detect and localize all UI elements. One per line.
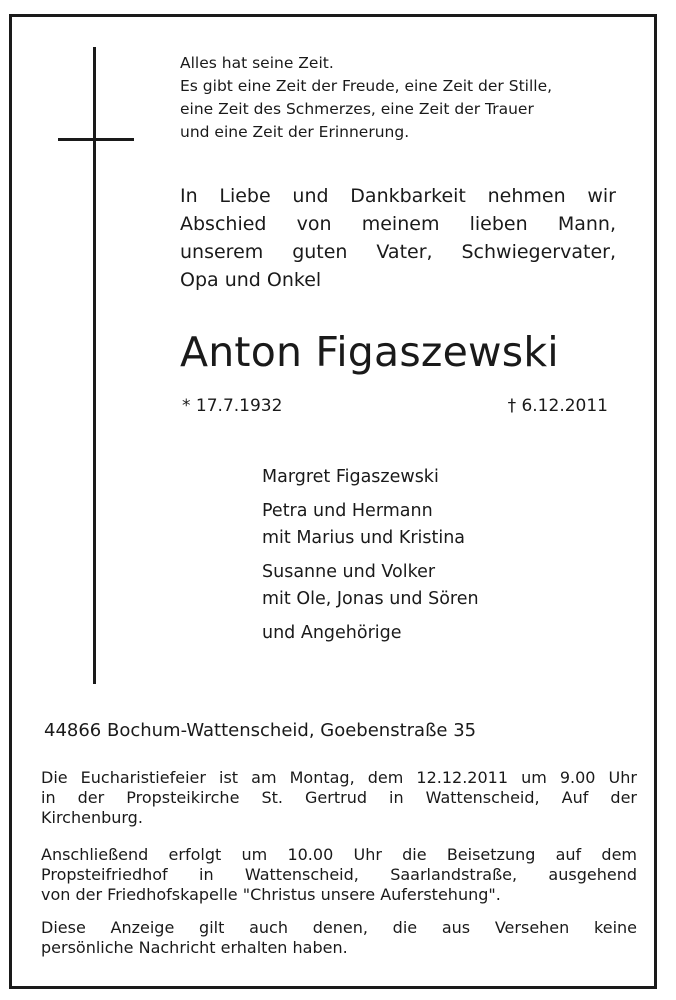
family-line: Petra und Hermann bbox=[262, 501, 433, 521]
cross-icon-vertical bbox=[93, 47, 96, 684]
intro-line: Abschied von meinem lieben Mann, bbox=[180, 213, 616, 235]
notice-paragraph bbox=[41, 918, 637, 958]
notice-line: Diese Anzeige gilt auch denen, die aus Versehen keine bbox=[41, 918, 637, 937]
motto-text bbox=[180, 52, 620, 144]
family-group bbox=[262, 620, 479, 647]
family-line: mit Ole, Jonas und Sören bbox=[262, 589, 479, 609]
motto-line: und eine Zeit der Erinnerung. bbox=[180, 123, 410, 141]
family-group bbox=[262, 498, 479, 552]
notice-line: Die Eucharistiefeier ist am Montag, dem 12.12.2011 um 9.00 Uhr bbox=[41, 768, 637, 787]
notice-line: von der Friedhofskapelle "Christus unsere Auferstehung". bbox=[41, 885, 501, 904]
family-line: Margret Figaszewski bbox=[262, 467, 439, 487]
birth-date: * 17.7.1932 bbox=[182, 396, 283, 416]
intro-line: In Liebe und Dankbarkeit nehmen wir bbox=[180, 185, 616, 207]
motto-line: Es gibt eine Zeit der Freude, eine Zeit der Stille, bbox=[180, 77, 553, 95]
intro-line: Opa und Onkel bbox=[180, 269, 322, 291]
family-list bbox=[262, 464, 479, 647]
notice-line: Anschließend erfolgt um 10.00 Uhr die Beisetzung auf dem bbox=[41, 845, 637, 864]
family-line: und Angehörige bbox=[262, 623, 402, 643]
family-group bbox=[262, 464, 479, 491]
family-line: mit Marius und Kristina bbox=[262, 528, 466, 548]
intro-text bbox=[180, 182, 616, 294]
motto-line: eine Zeit des Schmerzes, eine Zeit der Trauer bbox=[180, 100, 534, 118]
family-group bbox=[262, 559, 479, 613]
death-date: † 6.12.2011 bbox=[507, 396, 608, 416]
address: 44866 Bochum-Wattenscheid, Goebenstraße 35 bbox=[44, 720, 477, 741]
notice-line: Propsteifriedhof in Wattenscheid, Saarlandstraße, ausgehend bbox=[41, 865, 637, 884]
notice-line: persönliche Nachricht erhalten haben. bbox=[41, 938, 348, 957]
deceased-name: Anton Figaszewski bbox=[180, 328, 559, 376]
notice-paragraph bbox=[41, 845, 637, 905]
notice-line: in der Propsteikirche St. Gertrud in Wattenscheid, Auf der bbox=[41, 788, 637, 807]
motto-line: Alles hat seine Zeit. bbox=[180, 54, 334, 72]
family-line: Susanne und Volker bbox=[262, 562, 436, 582]
notice-paragraph bbox=[41, 768, 637, 828]
cross-icon-horizontal bbox=[58, 138, 134, 141]
intro-line: unserem guten Vater, Schwiegervater, bbox=[180, 241, 616, 263]
notice-line: Kirchenburg. bbox=[41, 808, 143, 827]
